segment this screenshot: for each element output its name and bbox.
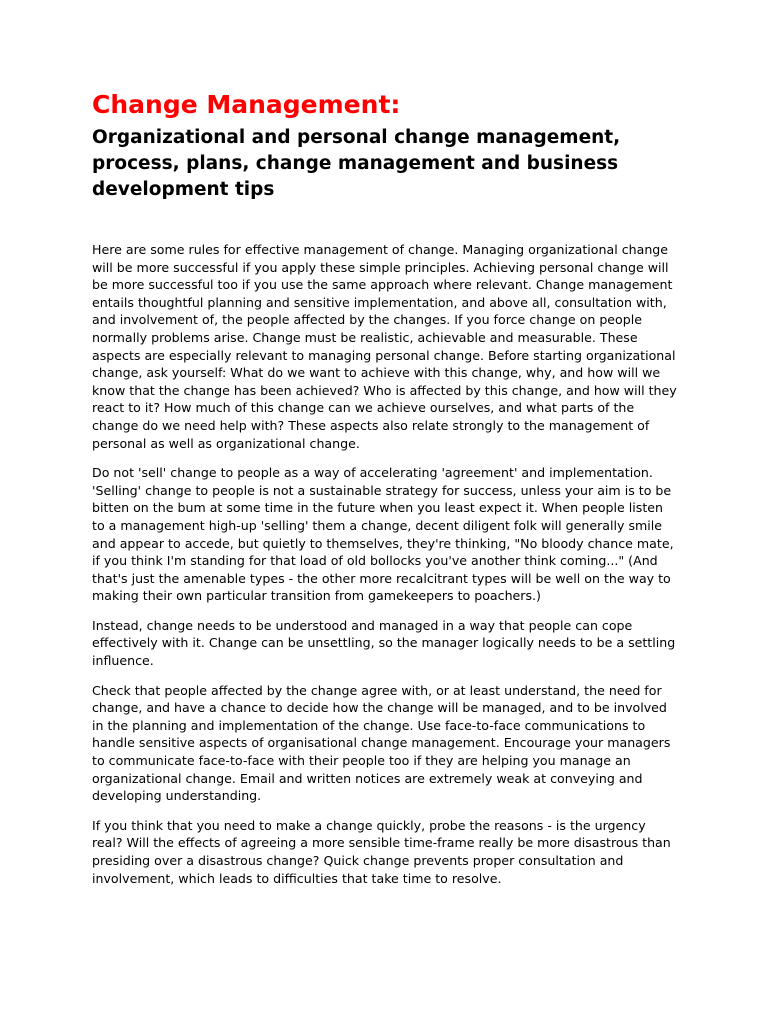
- body-paragraph-5: If you think that you need to make a change quickly, probe the reasons - is the urgency real? Will the effects of agreeing a more sensible time-frame really be more disastrous than presiding over a disastrous change? Quick change prevents proper consultation and involvement, which leads to difficulties that take time to resolve.: [92, 817, 671, 886]
- document-title: Change Management:: [92, 90, 401, 119]
- body-paragraph-1: Here are some rules for effective management of change. Managing organizational change will be more successful if you apply these simple principles. Achieving personal change will be more successful too if you use the same approach where relevant. Change management entails thoughtful planning and sensitive implementation, and above all, consultation with, and involvement of, the people affected by the changes. If you force change on people normally problems arise. Change must be realistic, achievable and measurable. These aspects are especially relevant to managing personal change. Before starting organizational change, ask yourself: What do we want to achieve with this change, why, and how will we know that the change has been achieved? Who is affected by this change, and how will they react to it? How much of this change can we achieve ourselves, and what parts of the change do we need help with? These aspects also relate strongly to the management of personal as well as organizational change.: [92, 242, 677, 451]
- document-subtitle: Organizational and personal change management, process, plans, change management and business development tips: [92, 127, 621, 200]
- body-paragraph-4: Check that people affected by the change agree with, or at least understand, the need for change, and have a chance to decide how the change will be managed, and to be involved in the planning and implementation of the change. Use face-to-face communications to handle sensitive aspects of organisational change management. Encourage your managers to communicate face-to-face with their people too if they are helping you manage an organizational change. Email and written notices are extremely weak at conveying and developing understanding.: [92, 682, 671, 804]
- body-paragraph-2: Do not 'sell' change to people as a way of accelerating 'agreement' and implementation. 'Selling' change to people is not a sustainable strategy for success, unless your aim is to be bitten on the bum at some time in the future when you least expect it. When people listen to a management high-up 'selling' them a change, decent diligent folk will generally smile and appear to accede, but quietly to themselves, they're thinking, "No bloody chance mate, if you think I'm standing for that load of old bollocks you've another think coming..." (And that's just the amenable types - the other more recalcitrant types will be well on the way to making their own particular transition from gamekeepers to poachers.): [92, 465, 674, 604]
- body-paragraph-3: Instead, change needs to be understood and managed in a way that people can cope effectively with it. Change can be unsettling, so the manager logically needs to be a settling influence.: [92, 617, 676, 669]
